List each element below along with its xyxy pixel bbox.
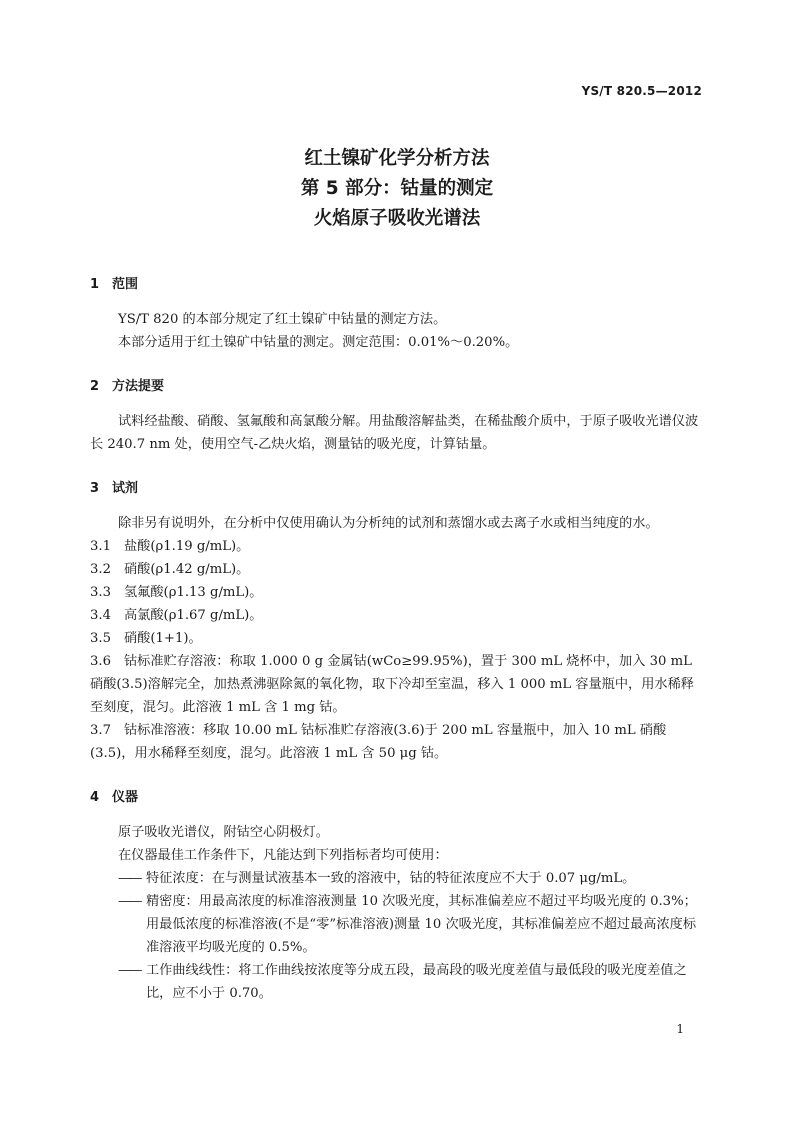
item-text: 硝酸(ρ1.42 g/mL)。 <box>124 562 250 577</box>
section-2-paragraph-1: 试料经盐酸、硝酸、氢氟酸和高氯酸分解。用盐酸溶解盐类，在稀盐酸介质中，于原子吸收光谱仪波长 240.7 nm 处，使用空气-乙炔火焰，测量钴的吸光度，计算钴量。 <box>90 414 699 452</box>
item-number: 3.1 <box>90 539 111 554</box>
item-number: 3.5 <box>90 631 111 646</box>
item-text: 硝酸(1+1)。 <box>124 631 202 646</box>
item-number: 3.4 <box>90 608 111 623</box>
document-body <box>90 272 706 1005</box>
section-number: 2 <box>90 379 100 394</box>
instrument-criterion <box>90 867 706 890</box>
reagent-item <box>90 558 706 581</box>
section-4-heading <box>90 785 706 811</box>
section-title: 方法提要 <box>112 379 165 394</box>
item-text: 氢氟酸(ρ1.13 g/mL)。 <box>124 585 263 600</box>
item-text: 钴标准溶液：移取 10.00 mL 钴标准贮存溶液(3.6)于 200 mL 容量瓶中，加入 10 mL 硝酸(3.5)，用水稀释至刻度，混匀。此溶液 1 mL 含 50 μg 钴。 <box>90 723 667 761</box>
section-title: 仪器 <box>112 790 139 805</box>
section-4-paragraph-2: 在仪器最佳工作条件下，凡能达到下列指标者均可使用： <box>118 848 448 863</box>
criterion-text: 特征浓度：在与测量试液基本一致的溶液中，钴的特征浓度应不大于 0.07 μg/mL。 <box>146 871 636 886</box>
item-text: 钴标准贮存溶液：称取 1.000 0 g 金属钴(wCo≥99.95%)，置于 300 mL 烧杯中，加入 30 mL 硝酸(3.5)溶解完全，加热煮沸驱除氮的氧化物，取下冷却至室温，移入 1 000 mL 容量瓶中，用水稀释至刻度，混匀。此溶液 1 mL 含 1 mg 钴。 <box>90 654 694 715</box>
criterion-text: 工作曲线线性：将工作曲线按浓度等分成五段，最高段的吸光度差值与最低段的吸光度差值之比，应不小于 0.70。 <box>146 963 687 1001</box>
dash-marker: —— <box>118 963 141 978</box>
section-2-heading <box>90 374 706 400</box>
section-title: 试剂 <box>112 481 139 496</box>
instrument-criterion <box>90 959 706 1005</box>
reagent-item <box>90 719 706 765</box>
title-line-2: 第 5 部分：钴量的测定 <box>300 178 494 199</box>
instrument-criterion <box>90 890 706 959</box>
criterion-text: 精密度：用最高浓度的标准溶液测量 10 次吸光度，其标准偏差应不超过平均吸光度的 0.3%；用最低浓度的标准溶液(不是“零”标准溶液)测量 10 次吸光度，其标准偏差应不超过最高浓度标准溶液平均吸光度的 0.5%。 <box>146 894 697 955</box>
item-number: 3.6 <box>90 654 111 669</box>
dash-marker: —— <box>118 871 141 886</box>
section-1-heading <box>90 272 706 298</box>
section-number: 4 <box>90 790 100 805</box>
document-title <box>0 144 794 234</box>
title-line-1: 红土镍矿化学分析方法 <box>304 148 490 169</box>
dash-marker: —— <box>118 894 141 909</box>
reagent-item <box>90 650 706 719</box>
title-line-3: 火焰原子吸收光谱法 <box>313 208 481 229</box>
reagent-item <box>90 581 706 604</box>
item-number: 3.7 <box>90 723 111 738</box>
item-text: 高氯酸(ρ1.67 g/mL)。 <box>124 608 263 623</box>
item-number: 3.2 <box>90 562 111 577</box>
standard-number: YS/T 820.5—2012 <box>581 84 702 98</box>
section-title: 范围 <box>112 277 139 292</box>
reagent-item <box>90 604 706 627</box>
section-3-intro: 除非另有说明外，在分析中仅使用确认为分析纯的试剂和蒸馏水或去离子水或相当纯度的水。 <box>118 516 659 531</box>
section-1-paragraph-1: YS/T 820 的本部分规定了红土镍矿中钴量的测定方法。 <box>118 312 447 327</box>
reagent-item <box>90 627 706 650</box>
section-1-paragraph-2: 本部分适用于红土镍矿中钴量的测定。测定范围：0.01%～0.20%。 <box>118 335 519 350</box>
reagent-item <box>90 535 706 558</box>
item-text: 盐酸(ρ1.19 g/mL)。 <box>124 539 250 554</box>
page-number: 1 <box>676 1022 684 1036</box>
item-number: 3.3 <box>90 585 111 600</box>
section-number: 3 <box>90 481 100 496</box>
section-number: 1 <box>90 277 100 292</box>
section-4-paragraph-1: 原子吸收光谱仪，附钴空心阴极灯。 <box>118 825 329 840</box>
section-3-heading <box>90 476 706 502</box>
